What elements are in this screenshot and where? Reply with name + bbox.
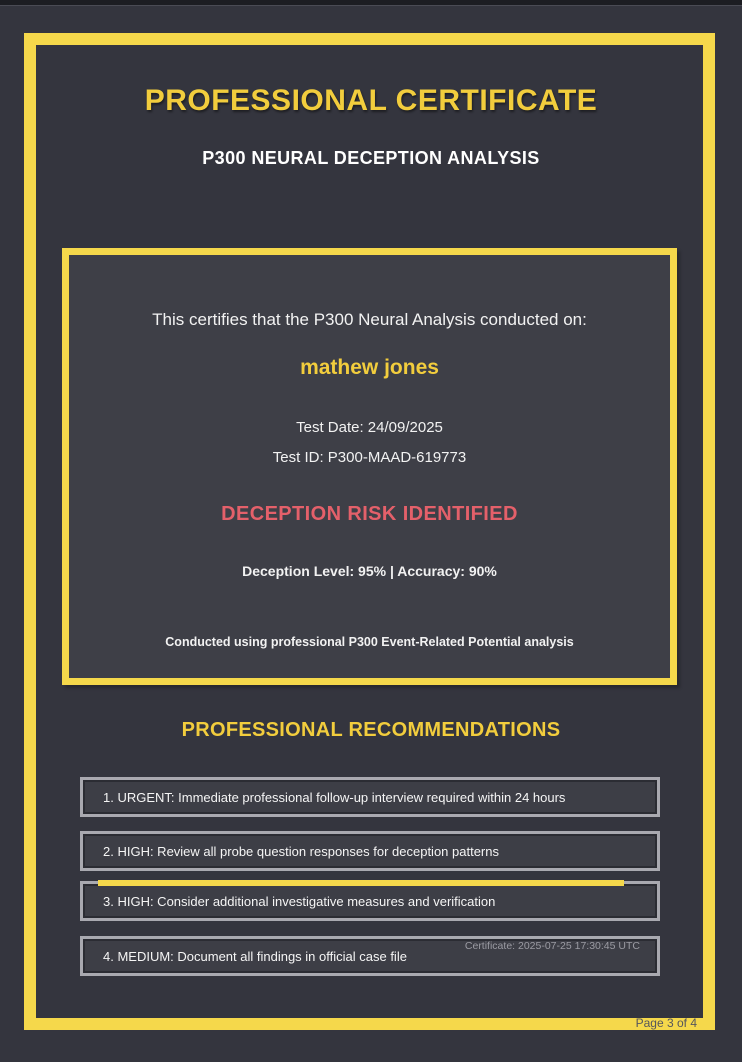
window-top-edge [0, 0, 742, 6]
test-id: Test ID: P300-MAAD-619773 [272, 449, 467, 466]
certificate-panel [62, 248, 677, 685]
recommendation-text: 3. HIGH: Consider additional investigative measures and verification [103, 893, 496, 909]
recommendation-item-2 [80, 831, 660, 871]
method-note: Conducted using professional P300 Event-Related Potential analysis [165, 635, 574, 649]
recommendation-item-1 [80, 777, 660, 817]
certificate-timestamp: Certificate: 2025-07-25 17:30:45 UTC [464, 940, 640, 952]
recommendations-heading: PROFESSIONAL RECOMMENDATIONS [181, 719, 561, 741]
certification-statement: This certifies that the P300 Neural Analysis conducted on: [152, 310, 587, 329]
page-subtitle: P300 NEURAL DECEPTION ANALYSIS [202, 148, 540, 168]
page-title: PROFESSIONAL CERTIFICATE [144, 84, 598, 117]
recommendation-text: 2. HIGH: Review all probe question responses for deception patterns [103, 843, 499, 859]
recommendation-item-3 [80, 881, 660, 921]
recommendation-text: 1. URGENT: Immediate professional follow-up interview required within 24 hours [103, 789, 566, 805]
test-date: Test Date: 24/09/2025 [296, 419, 443, 436]
page-number: Page 3 of 4 [635, 1016, 697, 1030]
deception-metrics: Deception Level: 95% | Accuracy: 90% [242, 563, 497, 579]
recommendation-text: 4. MEDIUM: Document all findings in official case file [103, 948, 407, 964]
subject-name: mathew jones [300, 356, 439, 379]
risk-status-label: DECEPTION RISK IDENTIFIED [221, 503, 518, 525]
recommendation-highlight-bar [98, 880, 624, 886]
